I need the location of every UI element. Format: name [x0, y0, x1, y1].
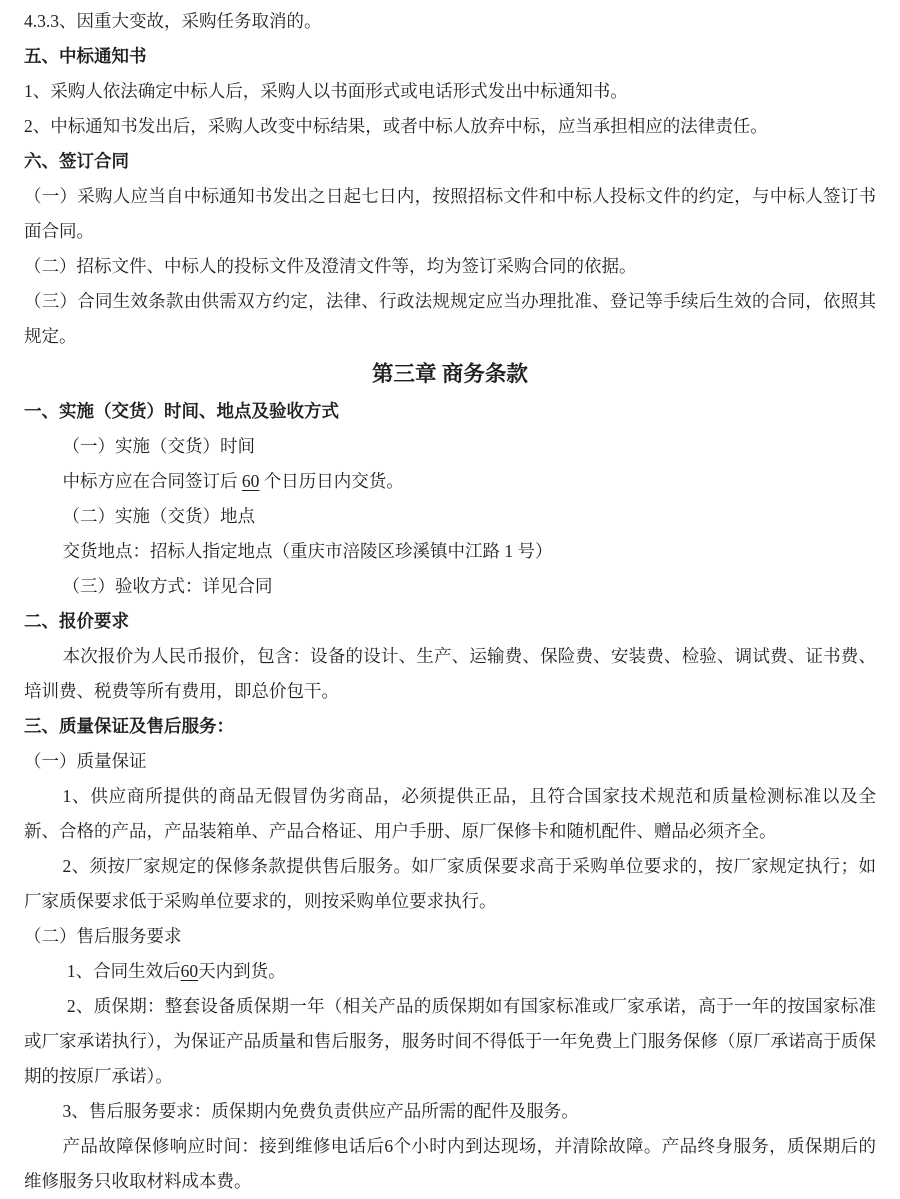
- text-run: 三、质量保证及售后服务：: [24, 716, 234, 736]
- text-run: 2、中标通知书发出后，采购人改变中标结果，或者中标人放弃中标，应当承担相应的法律责任。: [24, 116, 768, 136]
- paragraph: [24, 534, 876, 569]
- text-run: 五、中标通知书: [24, 46, 147, 66]
- paragraph: [24, 779, 876, 849]
- text-run: 1、供应商所提供的商品无假冒伪劣商品，必须提供正品，且符合国家技术规范和质量检测标准以及全新、合格的产品，产品装箱单、产品合格证、用户手册、原厂保修卡和随机配件、赠品必须齐全。: [24, 786, 876, 841]
- section-heading: [24, 39, 876, 74]
- text-run: （三）合同生效条款由供需双方约定，法律、行政法规规定应当办理批准、登记等手续后生效的合同，依照其规定。: [24, 291, 876, 346]
- text-run: （三）验收方式：详见合同: [62, 576, 273, 596]
- text-run: 个日历日内交货。: [259, 471, 404, 491]
- text-run: （二）售后服务要求: [24, 926, 182, 946]
- paragraph: [24, 249, 876, 284]
- text-run: 2、须按厂家规定的保修条款提供售后服务。如厂家质保要求高于采购单位要求的，按厂家规定执行；如厂家质保要求低于采购单位要求的，则按采购单位要求执行。: [24, 856, 876, 911]
- text-run: 六、签订合同: [24, 151, 129, 171]
- paragraph: [24, 284, 876, 354]
- paragraph: [24, 919, 876, 954]
- text-run: 4.3.3、因重大变故，采购任务取消的。: [24, 11, 322, 31]
- document-body: [24, 4, 876, 1199]
- paragraph: [24, 179, 876, 249]
- text-run: 本次报价为人民币报价，包含：设备的设计、生产、运输费、保险费、安装费、检验、调试费、证书费、培训费、税费等所有费用，即总价包干。: [24, 646, 876, 701]
- section-heading: [24, 709, 876, 744]
- text-run: 交货地点：招标人指定地点（重庆市涪陵区珍溪镇中江路 1 号）: [62, 541, 553, 561]
- text-run: 天内到货。: [198, 961, 286, 981]
- paragraph: [24, 1094, 876, 1129]
- paragraph: [24, 499, 876, 534]
- paragraph: [24, 429, 876, 464]
- chapter-title: [24, 354, 876, 394]
- text-run: 第三章 商务条款: [372, 362, 528, 386]
- text-run: 产品故障保修响应时间：接到维修电话后6个小时内到达现场，并清除故障。产品终身服务，质保期后的维修服务只收取材料成本费。: [24, 1136, 876, 1191]
- paragraph: [24, 989, 876, 1094]
- paragraph: [24, 639, 876, 709]
- text-run: （一）实施（交货）时间: [62, 436, 255, 456]
- text-run: （一）采购人应当自中标通知书发出之日起七日内，按照招标文件和中标人投标文件的约定，与中标人签订书面合同。: [24, 186, 876, 241]
- paragraph: [24, 464, 876, 499]
- paragraph: [24, 744, 876, 779]
- paragraph: [24, 109, 876, 144]
- text-run: 1、合同生效后: [66, 961, 181, 981]
- text-run: （一）质量保证: [24, 751, 147, 771]
- paragraph: [24, 849, 876, 919]
- text-run: 2、质保期：整套设备质保期一年（相关产品的质保期如有国家标准或厂家承诺，高于一年的按国家标准或厂家承诺执行），为保证产品质量和售后服务，服务时间不得低于一年免费上门服务保修（原厂承诺高于质保期的按原厂承诺）。: [24, 996, 876, 1086]
- text-run: 3、售后服务要求：质保期内免费负责供应产品所需的配件及服务。: [62, 1101, 579, 1121]
- paragraph: [24, 569, 876, 604]
- text-run: 一、实施（交货）时间、地点及验收方式: [24, 401, 339, 421]
- text-run: 中标方应在合同签订后: [62, 471, 242, 491]
- paragraph: [24, 954, 876, 989]
- section-heading: [24, 144, 876, 179]
- text-run: 二、报价要求: [24, 611, 129, 631]
- text-run: （二）实施（交货）地点: [62, 506, 255, 526]
- section-heading: [24, 394, 876, 429]
- section-heading: [24, 604, 876, 639]
- underlined-value: 60: [180, 961, 199, 981]
- paragraph: [24, 4, 876, 39]
- underlined-value: 60: [241, 471, 260, 491]
- paragraph: [24, 74, 876, 109]
- text-run: 1、采购人依法确定中标人后，采购人以书面形式或电话形式发出中标通知书。: [24, 81, 628, 101]
- text-run: （二）招标文件、中标人的投标文件及澄清文件等，均为签订采购合同的依据。: [24, 256, 637, 276]
- paragraph: [24, 1129, 876, 1199]
